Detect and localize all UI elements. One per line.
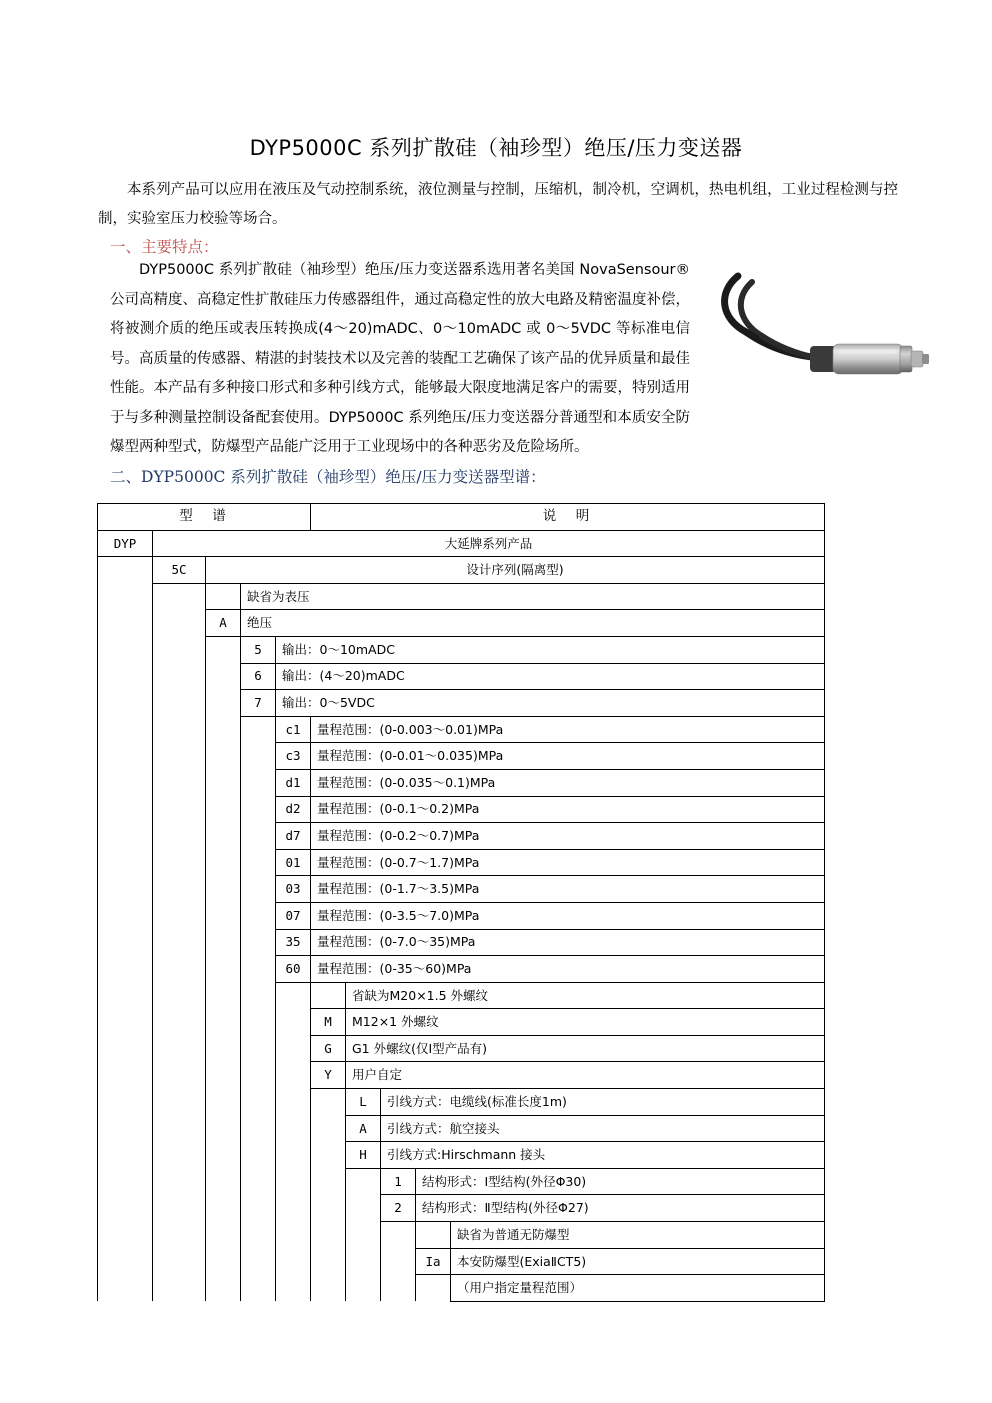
table-cell-spacer xyxy=(98,1168,153,1195)
table-cell-spacer xyxy=(206,663,241,690)
table-cell-spacer xyxy=(153,1142,206,1169)
table-cell-code: A xyxy=(206,610,241,637)
table-cell-spacer xyxy=(346,1222,381,1249)
table-cell-code: d7 xyxy=(276,823,311,850)
table-row xyxy=(98,1035,825,1062)
table-cell-spacer xyxy=(241,1062,276,1089)
table-cell-spacer xyxy=(206,1009,241,1036)
table-row xyxy=(98,1222,825,1249)
table-cell-spacer xyxy=(346,1168,381,1195)
table-cell-spacer xyxy=(98,557,153,584)
table-cell-spacer xyxy=(206,1089,241,1116)
table-cell-spacer xyxy=(241,796,276,823)
table-cell-spacer xyxy=(153,1062,206,1089)
section-heading-features: 一、主要特点： xyxy=(110,238,219,256)
table-cell-spacer xyxy=(241,716,276,743)
table-cell-spacer xyxy=(153,956,206,983)
table-cell-spacer xyxy=(346,1195,381,1222)
table-row xyxy=(98,530,825,557)
table-cell-spacer xyxy=(98,876,153,903)
table-cell-spacer xyxy=(153,1248,206,1275)
table-cell-spacer xyxy=(241,876,276,903)
table-cell-spacer xyxy=(153,716,206,743)
table-cell-spacer xyxy=(98,796,153,823)
table-cell-spacer xyxy=(241,1142,276,1169)
table-row xyxy=(98,1062,825,1089)
table-cell-spacer xyxy=(153,663,206,690)
table-cell-code: DYP xyxy=(98,530,153,557)
table-cell-description: 输出：0～10mADC xyxy=(276,636,825,663)
table-cell-spacer xyxy=(153,1115,206,1142)
table-cell-description: 缺省为普通无防爆型 xyxy=(451,1222,825,1249)
table-cell-spacer xyxy=(206,823,241,850)
table-cell-spacer xyxy=(206,849,241,876)
table-cell-spacer xyxy=(206,743,241,770)
table-cell-spacer xyxy=(98,769,153,796)
table-row xyxy=(98,716,825,743)
table-cell-spacer xyxy=(98,1222,153,1249)
table-cell-code: A xyxy=(346,1115,381,1142)
table-cell-spacer xyxy=(98,716,153,743)
table-cell-description: 缺省为表压 xyxy=(241,583,825,610)
table-cell-code: 5C xyxy=(153,557,206,584)
table-cell-code xyxy=(416,1222,451,1249)
table-cell-spacer xyxy=(276,1195,311,1222)
table-cell-spacer xyxy=(98,743,153,770)
table-cell-code: 03 xyxy=(276,876,311,903)
table-cell-spacer xyxy=(206,1035,241,1062)
table-cell-code xyxy=(311,982,346,1009)
table-cell-spacer xyxy=(276,1062,311,1089)
table-cell-code: d1 xyxy=(276,769,311,796)
table-cell-description: 大延牌系列产品 xyxy=(153,530,825,557)
table-row xyxy=(98,823,825,850)
table-row xyxy=(98,956,825,983)
pressure-transmitter-photo xyxy=(700,258,940,408)
table-cell-code: 01 xyxy=(276,849,311,876)
table-cell-spacer xyxy=(98,636,153,663)
table-cell-spacer xyxy=(206,1248,241,1275)
table-cell-spacer xyxy=(206,636,241,663)
table-cell-spacer xyxy=(241,743,276,770)
table-cell-spacer xyxy=(206,769,241,796)
table-cell-spacer xyxy=(98,823,153,850)
table-cell-spacer xyxy=(381,1248,416,1275)
table-cell-spacer xyxy=(241,1009,276,1036)
table-cell-description: 量程范围：(0-0.01～0.035)MPa xyxy=(311,743,825,770)
table-header-desc: 说 明 xyxy=(311,504,825,531)
table-cell-description: 引线方式：电缆线(标准长度1m) xyxy=(381,1089,825,1116)
table-cell-spacer xyxy=(206,1275,241,1302)
table-cell-spacer xyxy=(206,1142,241,1169)
table-cell-spacer xyxy=(98,1062,153,1089)
table-cell-spacer xyxy=(98,690,153,717)
table-cell-spacer xyxy=(241,823,276,850)
table-cell-spacer xyxy=(241,902,276,929)
table-cell-spacer xyxy=(276,1035,311,1062)
table-cell-spacer xyxy=(153,982,206,1009)
table-row xyxy=(98,902,825,929)
table-cell-spacer xyxy=(311,1115,346,1142)
table-cell-description: 量程范围：(0-0.003～0.01)MPa xyxy=(311,716,825,743)
features-paragraph: DYP5000C 系列扩散硅（袖珍型）绝压/压力变送器系选用著名美国 NovaSensour® 公司高精度、高稳定性扩散硅压力传感器组件，通过高稳定性的放大电路及精密温度补偿，将被测介质的绝压或表压转换成(4～20)mADC、0～10mADC 或 0～5VDC 等标准电信号。高质量的传感器、精湛的封装技术以及完善的装配工艺确保了该产品的优异质量和最佳性能。本产品有多种接口形式和多种引线方式，能够最大限度地满足客户的需要，特别适用于与多种测量控制设备配套使用。DYP5000C 系列绝压/压力变送器分普通型和本质安全防爆型两种型式，防爆型产品能广泛用于工业现场中的各种恶劣及危险场所。 xyxy=(110,262,690,455)
table-cell-description: 设计序列(隔离型) xyxy=(206,557,825,584)
table-cell-code: 07 xyxy=(276,902,311,929)
table-cell-spacer xyxy=(206,902,241,929)
table-cell-spacer xyxy=(206,1222,241,1249)
table-cell-spacer xyxy=(241,1195,276,1222)
table-cell-spacer xyxy=(98,982,153,1009)
table-cell-spacer xyxy=(206,1168,241,1195)
table-cell-spacer xyxy=(153,849,206,876)
table-row xyxy=(98,1248,825,1275)
table-cell-description: 输出：0～5VDC xyxy=(276,690,825,717)
table-cell-spacer xyxy=(241,929,276,956)
table-row xyxy=(98,636,825,663)
page-title: DYP5000C 系列扩散硅（袖珍型）绝压/压力变送器 xyxy=(249,136,743,160)
table-cell-spacer xyxy=(276,1222,311,1249)
table-row xyxy=(98,1275,825,1302)
table-cell-spacer xyxy=(206,796,241,823)
table-cell-spacer xyxy=(241,769,276,796)
table-cell-spacer xyxy=(276,982,311,1009)
table-cell-code: 60 xyxy=(276,956,311,983)
section-heading-model-table: 二、DYP5000C 系列扩散硅（袖珍型）绝压/压力变送器型谱： xyxy=(110,468,546,486)
table-cell-spacer xyxy=(98,1142,153,1169)
table-cell-spacer xyxy=(153,929,206,956)
table-cell-spacer xyxy=(206,956,241,983)
table-cell-code: 6 xyxy=(241,663,276,690)
table-cell-spacer xyxy=(276,1275,311,1302)
table-cell-description: 量程范围：(0-35～60)MPa xyxy=(311,956,825,983)
table-cell-spacer xyxy=(153,902,206,929)
table-cell-spacer xyxy=(206,716,241,743)
table-cell-spacer xyxy=(311,1089,346,1116)
table-cell-spacer xyxy=(381,1222,416,1249)
table-cell-description: 结构形式：Ⅱ型结构(外径Φ27) xyxy=(416,1195,825,1222)
table-cell-spacer xyxy=(153,769,206,796)
table-cell-description: 输出：(4～20)mADC xyxy=(276,663,825,690)
table-cell-spacer xyxy=(241,956,276,983)
table-cell-spacer xyxy=(153,690,206,717)
table-cell-description: 省缺为M20×1.5 外螺纹 xyxy=(346,982,825,1009)
table-cell-description: 量程范围：(0-1.7～3.5)MPa xyxy=(311,876,825,903)
table-cell-spacer xyxy=(346,1275,381,1302)
table-row xyxy=(98,743,825,770)
table-cell-description: （用户指定量程范围） xyxy=(451,1275,825,1302)
table-cell-spacer xyxy=(153,583,206,610)
table-cell-spacer xyxy=(98,1195,153,1222)
table-cell-code: 5 xyxy=(241,636,276,663)
table-cell-code: 35 xyxy=(276,929,311,956)
table-cell-spacer xyxy=(98,1248,153,1275)
table-cell-spacer xyxy=(153,1035,206,1062)
table-cell-description: 引线方式：航空接头 xyxy=(381,1115,825,1142)
table-cell-description: 引线方式:Hirschmann 接头 xyxy=(381,1142,825,1169)
table-cell-code: 1 xyxy=(381,1168,416,1195)
table-cell-description: 用户自定 xyxy=(346,1062,825,1089)
table-row xyxy=(98,610,825,637)
table-cell-spacer xyxy=(153,1168,206,1195)
table-cell-description: 量程范围：(0-0.035～0.1)MPa xyxy=(311,769,825,796)
table-row xyxy=(98,982,825,1009)
table-cell-spacer xyxy=(153,1222,206,1249)
table-cell-code: M xyxy=(311,1009,346,1036)
table-cell-spacer xyxy=(98,1035,153,1062)
table-cell-spacer xyxy=(206,929,241,956)
table-cell-spacer xyxy=(206,1062,241,1089)
table-cell-code: c3 xyxy=(276,743,311,770)
table-cell-description: 量程范围：(0-0.2～0.7)MPa xyxy=(311,823,825,850)
table-cell-spacer xyxy=(241,1275,276,1302)
table-cell-spacer xyxy=(241,1168,276,1195)
table-cell-spacer xyxy=(153,1089,206,1116)
table-cell-spacer xyxy=(276,1009,311,1036)
table-cell-code: H xyxy=(346,1142,381,1169)
table-cell-spacer xyxy=(241,982,276,1009)
table-cell-spacer xyxy=(311,1248,346,1275)
table-cell-description: G1 外螺纹(仅Ⅰ型产品有) xyxy=(346,1035,825,1062)
table-cell-spacer xyxy=(241,1222,276,1249)
table-cell-spacer xyxy=(276,1089,311,1116)
table-header-row xyxy=(98,504,825,531)
table-cell-description: 结构形式：Ⅰ型结构(外径Φ30) xyxy=(416,1168,825,1195)
table-cell-spacer xyxy=(98,1275,153,1302)
table-cell-spacer xyxy=(206,690,241,717)
table-cell-spacer xyxy=(311,1168,346,1195)
table-cell-code: L xyxy=(346,1089,381,1116)
table-row xyxy=(98,876,825,903)
table-cell-spacer xyxy=(98,610,153,637)
table-cell-spacer xyxy=(311,1275,346,1302)
table-cell-spacer xyxy=(346,1248,381,1275)
table-cell-code: Y xyxy=(311,1062,346,1089)
table-cell-spacer xyxy=(206,1195,241,1222)
table-cell-spacer xyxy=(311,1195,346,1222)
table-cell-spacer xyxy=(153,796,206,823)
table-row xyxy=(98,583,825,610)
table-cell-spacer xyxy=(276,1115,311,1142)
table-header-model: 型 谱 xyxy=(98,504,311,531)
table-row xyxy=(98,663,825,690)
table-cell-code: G xyxy=(311,1035,346,1062)
table-cell-spacer xyxy=(241,1248,276,1275)
table-cell-spacer xyxy=(153,743,206,770)
table-cell-description: 本安防爆型(ExiaⅡCT5) xyxy=(451,1248,825,1275)
table-row xyxy=(98,796,825,823)
table-cell-spacer xyxy=(206,876,241,903)
table-cell-description: 绝压 xyxy=(241,610,825,637)
table-cell-spacer xyxy=(241,1035,276,1062)
table-cell-spacer xyxy=(311,1222,346,1249)
model-spec-table-body xyxy=(98,504,825,1302)
table-cell-code: 2 xyxy=(381,1195,416,1222)
intro-paragraph: 本系列产品可以应用在液压及气动控制系统，液位测量与控制，压缩机，制冷机，空调机，热电机组，工业过程检测与控制，实验室压力校验等场合。 xyxy=(98,182,898,227)
table-cell-description: 量程范围：(0-0.1～0.2)MPa xyxy=(311,796,825,823)
table-cell-description: 量程范围：(0-0.7～1.7)MPa xyxy=(311,849,825,876)
table-row xyxy=(98,1115,825,1142)
table-cell-spacer xyxy=(241,849,276,876)
table-cell-spacer xyxy=(153,876,206,903)
table-cell-spacer xyxy=(416,1275,451,1302)
table-cell-spacer xyxy=(153,636,206,663)
table-cell-description: M12×1 外螺纹 xyxy=(346,1009,825,1036)
model-spec-table xyxy=(97,503,825,1302)
table-cell-code: d2 xyxy=(276,796,311,823)
table-cell-spacer xyxy=(241,1115,276,1142)
table-cell-description: 量程范围：(0-7.0～35)MPa xyxy=(311,929,825,956)
table-cell-spacer xyxy=(153,823,206,850)
table-cell-spacer xyxy=(276,1248,311,1275)
table-cell-description: 量程范围：(0-3.5～7.0)MPa xyxy=(311,902,825,929)
table-cell-spacer xyxy=(241,1089,276,1116)
table-row xyxy=(98,1009,825,1036)
table-row xyxy=(98,690,825,717)
table-cell-code: Ia xyxy=(416,1248,451,1275)
table-row xyxy=(98,1168,825,1195)
table-row xyxy=(98,769,825,796)
table-cell-spacer xyxy=(276,1142,311,1169)
table-row xyxy=(98,849,825,876)
table-cell-code: c1 xyxy=(276,716,311,743)
table-cell-spacer xyxy=(98,849,153,876)
table-cell-spacer xyxy=(153,1275,206,1302)
table-cell-spacer xyxy=(206,1115,241,1142)
table-row xyxy=(98,1142,825,1169)
table-cell-spacer xyxy=(153,1009,206,1036)
table-cell-spacer xyxy=(98,929,153,956)
table-cell-spacer xyxy=(153,610,206,637)
table-row xyxy=(98,929,825,956)
table-cell-spacer xyxy=(98,583,153,610)
table-cell-spacer xyxy=(98,902,153,929)
table-cell-code xyxy=(206,583,241,610)
table-cell-spacer xyxy=(381,1275,416,1302)
table-cell-spacer xyxy=(98,956,153,983)
table-cell-spacer xyxy=(276,1168,311,1195)
table-cell-spacer xyxy=(98,1115,153,1142)
table-cell-spacer xyxy=(153,1195,206,1222)
table-cell-spacer xyxy=(98,1009,153,1036)
table-cell-code: 7 xyxy=(241,690,276,717)
table-row xyxy=(98,1195,825,1222)
table-cell-spacer xyxy=(98,663,153,690)
table-row xyxy=(98,557,825,584)
table-cell-spacer xyxy=(98,1089,153,1116)
table-row xyxy=(98,1089,825,1116)
table-cell-spacer xyxy=(311,1142,346,1169)
table-cell-spacer xyxy=(206,982,241,1009)
